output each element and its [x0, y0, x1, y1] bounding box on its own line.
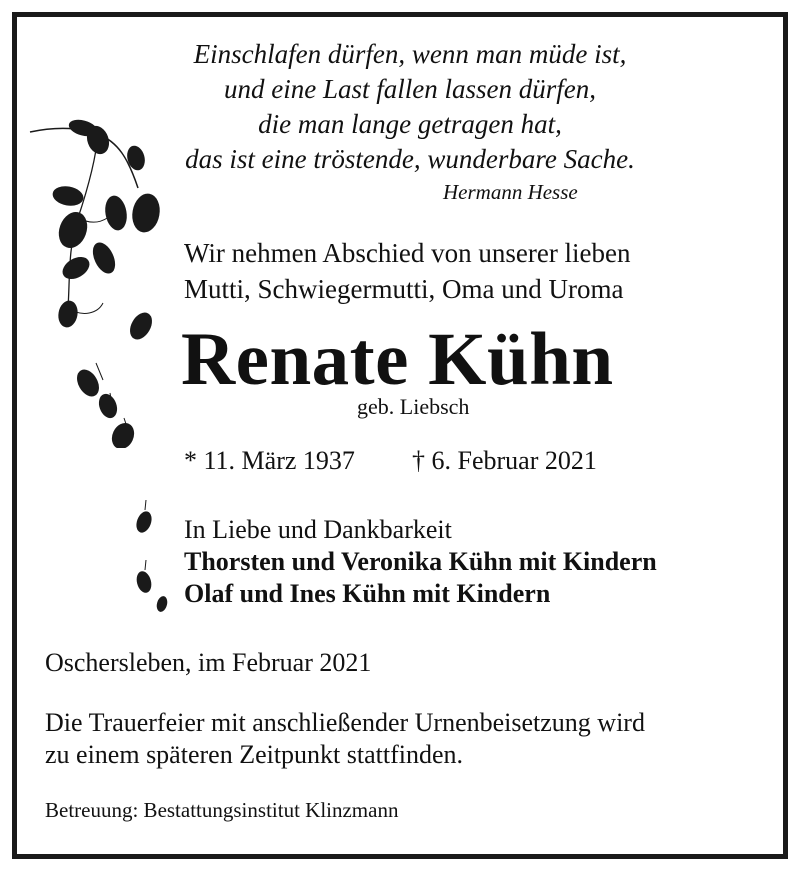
birth-date: * 11. März 1937 [184, 446, 355, 475]
poem-line: das ist eine tröstende, wunderbare Sache. [185, 144, 635, 174]
poem-line: die man lange getragen hat, [258, 109, 562, 139]
mourner-family: Thorsten und Veronika Kühn mit Kindern [184, 547, 657, 576]
funeral-home: Betreuung: Bestattungsinstitut Klinzmann [45, 798, 399, 822]
leaf-icon [154, 592, 170, 614]
deceased-name: Renate Kühn [181, 318, 614, 401]
place-date: Oschersleben, im Februar 2021 [45, 648, 372, 677]
funeral-note-line: zu einem späteren Zeitpunkt stattfinden. [45, 740, 464, 769]
mourner-family: Olaf und Ines Kühn mit Kindern [184, 579, 551, 608]
poem-line: Einschlafen dürfen, wenn man müde ist, [193, 39, 627, 69]
funeral-note [45, 707, 645, 771]
intro-line: Wir nehmen Abschied von unserer lieben [184, 238, 631, 268]
mourners [184, 514, 657, 610]
intro-line: Mutti, Schwiegermutti, Oma und Uroma [184, 274, 624, 304]
funeral-note-line: Die Trauerfeier mit anschließender Urnenbeisetzung wird [45, 708, 645, 737]
poem-line: und eine Last fallen lassen dürfen, [224, 74, 596, 104]
poem [100, 37, 720, 177]
leaf-icon [134, 560, 154, 596]
maiden-name: geb. Liebsch [357, 394, 470, 419]
death-date: † 6. Februar 2021 [412, 446, 597, 475]
leaf-icon [134, 500, 154, 536]
intro-text [184, 235, 631, 307]
poem-author: Hermann Hesse [443, 180, 578, 204]
mourners-opening: In Liebe und Dankbarkeit [184, 515, 452, 544]
